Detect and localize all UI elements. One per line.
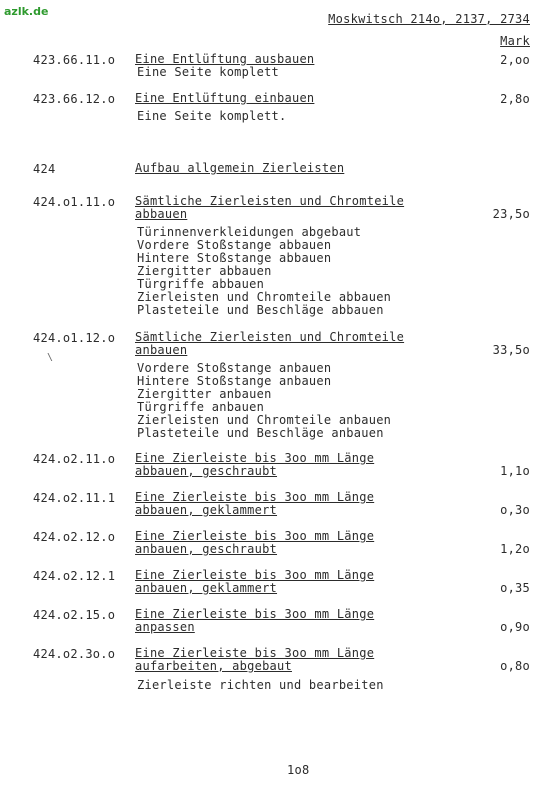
price-value: 23,5o [492,207,530,221]
operation-description [137,66,279,79]
operation-code: 424.o2.11.1 [33,491,116,505]
operation-title-line: Eine Zierleiste bis 3oo mm Länge [135,490,375,504]
description-line: Türgriffe abbauen [137,277,265,291]
description-line: Hintere Stoßstange abbauen [137,251,332,265]
operation-code: 424.o2.3o.o [33,647,116,661]
operation-description [137,362,391,440]
operation-title [135,530,374,556]
description-line: Vordere Stoßstange abbauen [137,238,332,252]
section-title-line: Aufbau allgemein Zierleisten [135,161,345,175]
description-line: Plasteteile und Beschläge abbauen [137,303,384,317]
price-column-header: Mark [500,34,530,48]
operation-title-line: anpassen [135,620,195,634]
operation-title-line: Sämtliche Zierleisten und Chromteile [135,330,405,344]
description-line: Eine Seite komplett. [137,109,287,123]
description-line: Zierleiste richten und bearbeiten [137,678,384,692]
operation-code: 424.o2.12.o [33,530,116,544]
operation-description [137,679,384,692]
price-value: 1,2o [500,542,530,556]
operation-title-line: aufarbeiten, abgebaut [135,659,292,673]
price-value: o,3o [500,503,530,517]
description-line: Zierleisten und Chromteile anbauen [137,413,392,427]
operation-title-line: Sämtliche Zierleisten und Chromteile [135,194,405,208]
operation-title [135,195,404,221]
watermark-logo: azlk.de [4,5,49,18]
operation-title-line: anbauen, geschraubt [135,542,278,556]
description-line: Ziergitter anbauen [137,387,272,401]
operation-title [135,92,314,105]
operation-code: 424.o2.11.o [33,452,116,466]
operation-title-line: Eine Entlüftung einbauen [135,91,315,105]
operation-title-line: Eine Zierleiste bis 3oo mm Länge [135,529,375,543]
operation-title-line: abbauen, geschraubt [135,464,278,478]
price-value: 2,oo [500,53,530,67]
operation-code: 424.o2.15.o [33,608,116,622]
price-value: o,8o [500,659,530,673]
operation-title-line: Eine Entlüftung ausbauen [135,52,315,66]
operation-code: 423.66.11.o [33,53,116,67]
section-code: 424 [33,162,56,176]
operation-title [135,452,374,478]
operation-description [137,110,287,123]
operation-title [135,331,404,357]
price-value: 1,1o [500,464,530,478]
description-line: Hintere Stoßstange anbauen [137,374,332,388]
description-line: Ziergitter abbauen [137,264,272,278]
description-line: Türgriffe anbauen [137,400,265,414]
description-line: Zierleisten und Chromteile abbauen [137,290,392,304]
price-value: o,35 [500,581,530,595]
section-title [135,162,344,175]
operation-title-line: anbauen [135,343,188,357]
operation-description [137,226,391,317]
description-line: Plasteteile und Beschläge anbauen [137,426,384,440]
description-line: Türinnenverkleidungen abgebaut [137,225,362,239]
operation-title [135,647,374,673]
operation-title-line: abbauen, geklammert [135,503,278,517]
operation-title [135,491,374,517]
description-line: Eine Seite komplett [137,65,280,79]
page-number: 1o8 [287,763,310,777]
operation-title-line: Eine Zierleiste bis 3oo mm Länge [135,646,375,660]
price-value: 33,5o [492,343,530,357]
description-line: Vordere Stoßstange anbauen [137,361,332,375]
price-value: o,9o [500,620,530,634]
operation-code: 424.o2.12.1 [33,569,116,583]
operation-title [135,569,374,595]
operation-title-line: Eine Zierleiste bis 3oo mm Länge [135,607,375,621]
operation-title [135,608,374,634]
document-header-title: Moskwitsch 214o, 2137, 2734 [328,12,530,26]
operation-code: 424.o1.12.o [33,331,116,345]
pencil-mark: \ [47,352,54,363]
operation-title-line: abbauen [135,207,188,221]
operation-title-line: Eine Zierleiste bis 3oo mm Länge [135,568,375,582]
operation-code: 423.66.12.o [33,92,116,106]
operation-title-line: anbauen, geklammert [135,581,278,595]
operation-code: 424.o1.11.o [33,195,116,209]
operation-title-line: Eine Zierleiste bis 3oo mm Länge [135,451,375,465]
price-value: 2,8o [500,92,530,106]
